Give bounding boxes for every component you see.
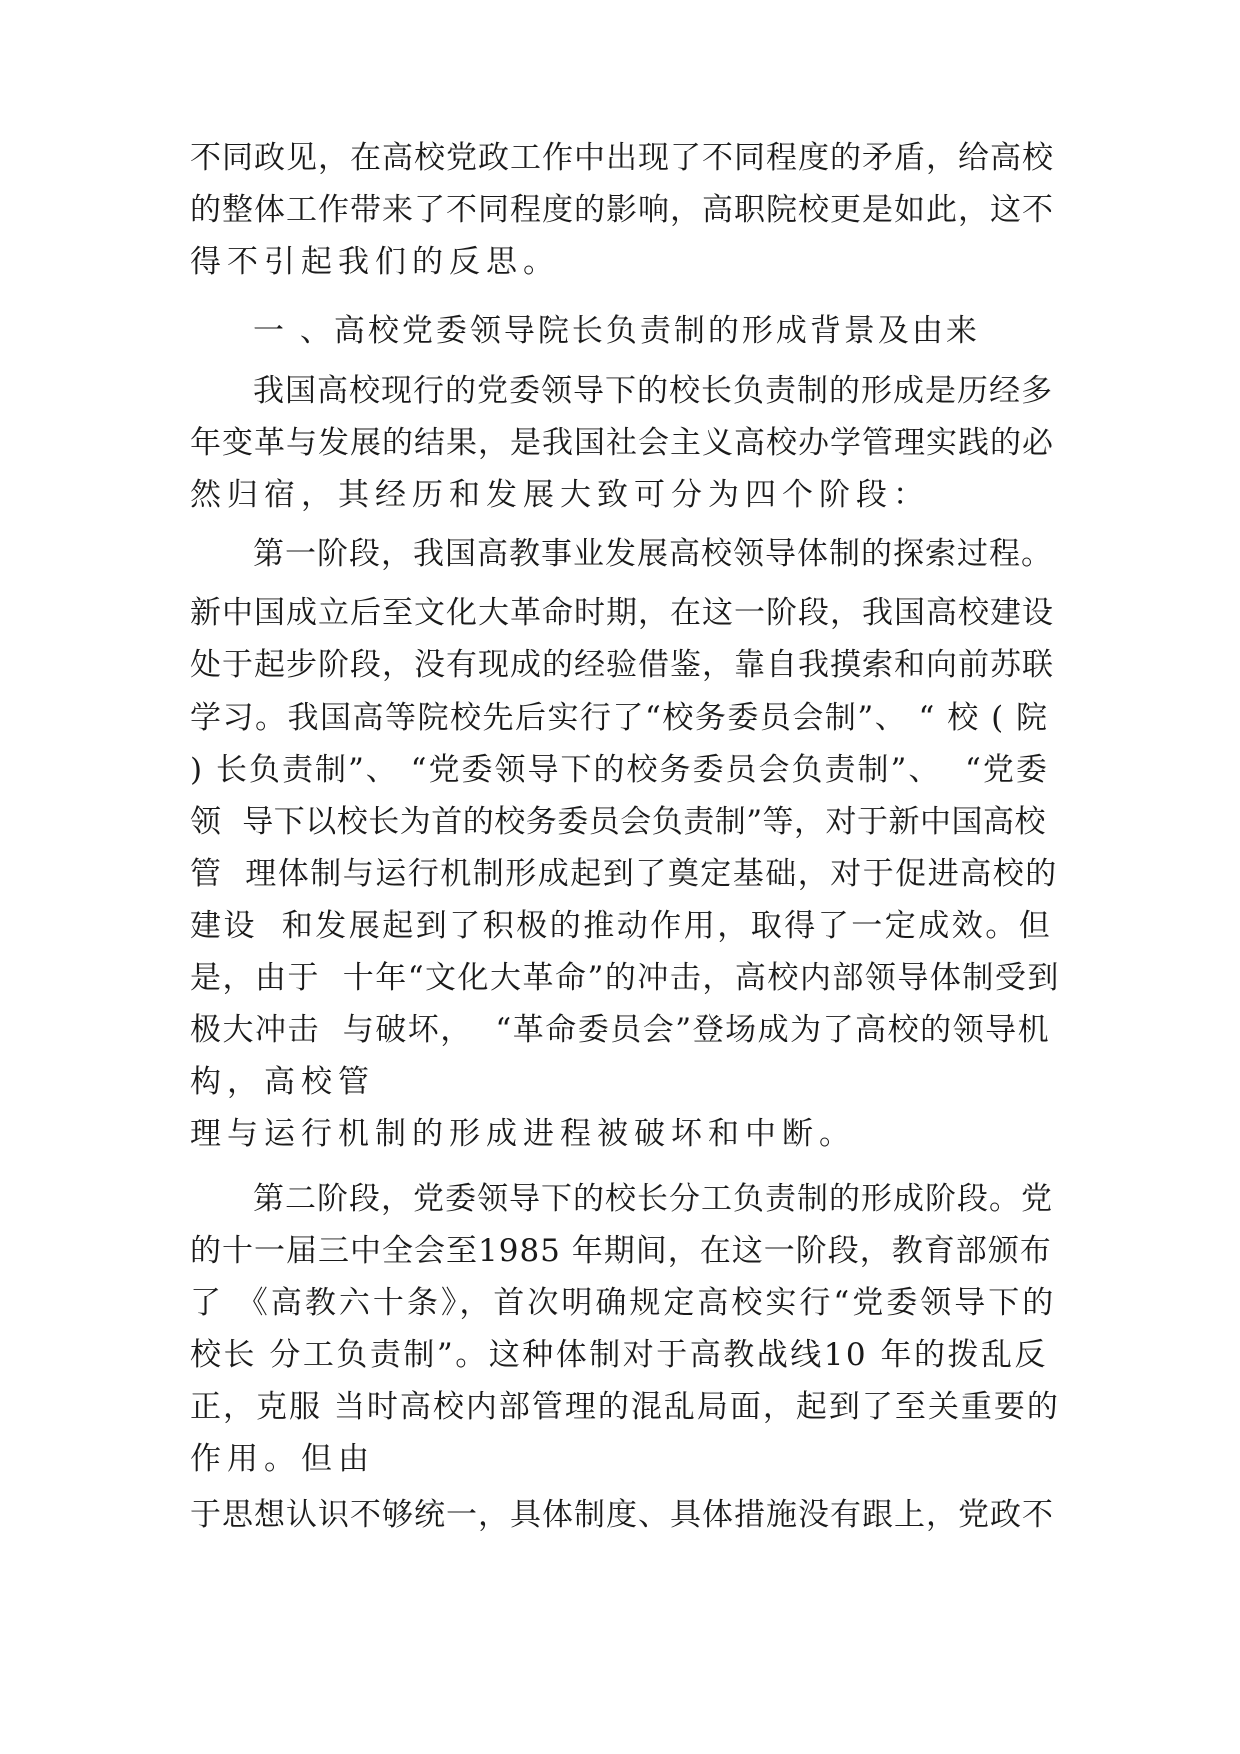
section-heading: 一 、高校党委领导院长负责制的形成背景及由来	[253, 313, 980, 349]
text-line: 理与运行机制的形成进程被破坏和中断。	[190, 1116, 856, 1152]
text-line: 的十一届三中全会至1985 年期间，在这一阶段，教育部颁布	[190, 1233, 1052, 1269]
text-line: ) 长负责制”、 “党委领导下的校务委员会负责制”、 “党委	[190, 752, 1049, 788]
text-line: 的整体工作带来了不同程度的影响，高职院校更是如此，这不	[190, 192, 1054, 228]
text-line: 建设 和发展起到了积极的推动作用，取得了一定成效。但	[190, 908, 1053, 944]
text-line: 得不引起我们的反思。	[190, 244, 560, 280]
text-line: 领 导下以校长为首的校务委员会负责制”等，对于新中国高校	[190, 804, 1047, 840]
text-line: 管 理体制与运行机制形成起到了奠定基础，对于促进高校的	[190, 856, 1058, 892]
text-line: 第一阶段，我国高教事业发展高校领导体制的探索过程。	[253, 536, 1053, 572]
text-line: 作用。但由	[190, 1441, 375, 1477]
text-line: 正，克服 当时高校内部管理的混乱局面，起到了至关重要的	[190, 1389, 1060, 1425]
text-line: 处于起步阶段，没有现成的经验借鉴，靠自我摸索和向前苏联	[190, 647, 1054, 683]
text-line: 新中国成立后至文化大革命时期，在这一阶段，我国高校建设	[190, 595, 1054, 631]
text-line: 于思想认识不够统一，具体制度、具体措施没有跟上，党政不	[190, 1497, 1054, 1533]
text-line: 了 《高教六十条》，首次明确规定高校实行“党委领导下的	[190, 1285, 1057, 1321]
text-line: 极大冲击 与破坏， “革命委员会”登场成为了高校的领导机	[190, 1012, 1051, 1048]
text-line: 第二阶段，党委领导下的校长分工负责制的形成阶段。党	[253, 1181, 1053, 1217]
text-line: 是，由于 十年“文化大革命”的冲击，高校内部领导体制受到	[190, 960, 1060, 996]
text-line: 然归宿，其经历和发展大致可分为四个阶段：	[190, 477, 930, 513]
text-line: 不同政见，在高校党政工作中出现了不同程度的矛盾，给高校	[190, 140, 1054, 176]
text-line: 构，高校管	[190, 1064, 375, 1100]
text-line: 年变革与发展的结果，是我国社会主义高校办学管理实践的必	[190, 425, 1054, 461]
text-line: 学习。我国高等院校先后实行了“校务委员会制”、 “ 校 ( 院	[190, 700, 1049, 736]
text-line: 校长 分工负责制”。这种体制对于高教战线10 年的拨乱反	[190, 1337, 1048, 1373]
text-line: 我国高校现行的党委领导下的校长负责制的形成是历经多	[253, 373, 1053, 409]
